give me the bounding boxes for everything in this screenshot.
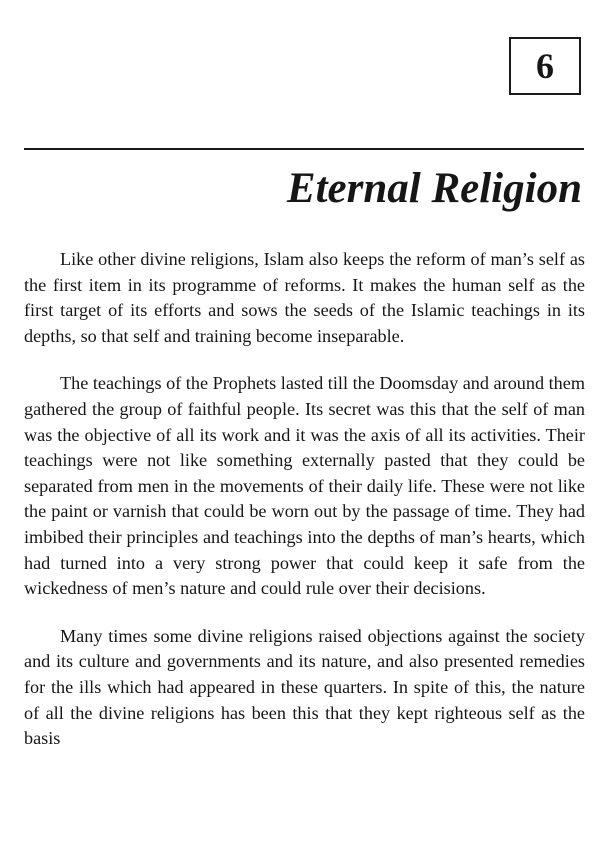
paragraph: Like other divine religions, Islam also keeps the reform of man’s self as the first item in its programme of reforms. It makes the human self as the first target of its efforts and sows the seeds of the Islamic teachings in its depths, so that self and training become inseparable. [24,249,585,346]
title-divider [24,148,584,150]
paragraph: Many times some divine religions raised objections against the society and its culture and governments and its nature, and also presented remedies for the ills which had appeared in these quarters. In spite of this, the nature of all the divine religions has been this that they kept righteous self as the basis [24,625,585,749]
body-text [24,247,585,774]
chapter-title: Eternal Religion [286,165,582,212]
chapter-number-box [509,37,581,95]
chapter-number: 6 [536,46,554,86]
paragraph: The teachings of the Prophets lasted till the Doomsday and around them gathered the group of faithful people. Its secret was this that the self of man was the objective of all its work and it was the axis of all its activities. Their teachings were not like something externally pasted that they could be separated from men in the movements of their daily life. These were not like the paint or varnish that could be worn out by the passage of time. They had imbibed their principles and teachings into the depths of man’s hearts, which had turned into a very strong power that could keep it safe from the wickedness of men’s nature and could rule over their decisions. [24,373,585,599]
